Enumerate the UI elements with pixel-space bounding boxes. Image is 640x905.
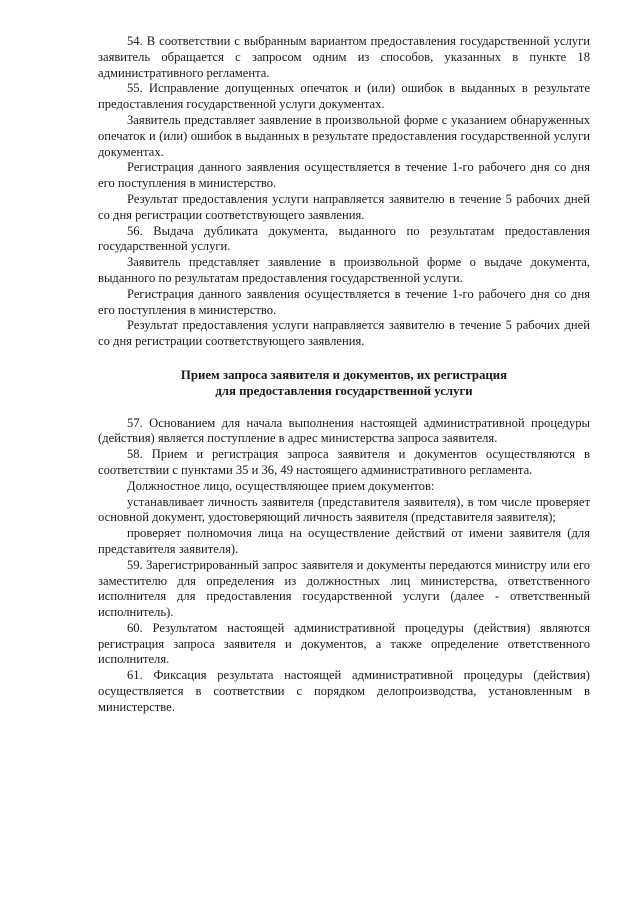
paragraph-58: 58. Прием и регистрация запроса заявителя и документов осуществляются в соответствии с пунктами 35 и 36, 49 настоящего административного регламента. (98, 447, 590, 477)
paragraph-55-application: Заявитель представляет заявление в произвольной форме с указанием обнаруженных опечаток и (или) ошибок в выданных в результате предоставления государственной услуги документах. (98, 112, 590, 159)
paragraph-56-application: Заявитель представляет заявление в произвольной форме о выдаче документа, выданного по результатам предоставления государственной услуги. (98, 255, 590, 285)
paragraph-55: 55. Исправление допущенных опечаток и (или) ошибок в выданных в результате предоставления государственной услуги документах. (98, 81, 590, 112)
paragraph-58-authority: проверяет полномочия лица на осуществление действий от имени заявителя (для представителя заявителя). (98, 526, 590, 556)
paragraph-61: 61. Фиксация результата настоящей административной процедуры (действия) осуществляется в соответствии с порядком делопроизводства, установленным в министерстве. (98, 668, 590, 714)
paragraph-58-identity: устанавливает личность заявителя (представителя заявителя), в том числе проверяет основной документ, удостоверяющий личность заявителя (представителя заявителя); (98, 494, 590, 525)
paragraph-60: 60. Результатом настоящей административной процедуры (действия) являются регистрация запроса заявителя и документов, а также определение ответственного исполнителя. (98, 620, 590, 667)
paragraph-56: 56. Выдача дубликата документа, выданного по результатам предоставления государственной услуги. (98, 223, 590, 254)
paragraph-57: 57. Основанием для начала выполнения настоящей административной процедуры (действия) является поступление в адрес министерства запроса заявителя. (98, 415, 590, 446)
paragraph-59: 59. Зарегистрированный запрос заявителя и документы передаются министру или его заместителю для определения из должностных лиц министерства, ответственного исполнителя для предоставления государственной услуги (далее - ответственный исполнитель). (98, 557, 590, 620)
paragraph-58-official: Должностное лицо, осуществляющее прием документов: (127, 478, 435, 493)
paragraph-54: 54. В соответствии с выбранным вариантом предоставления государственной услуги заявитель обращается с запросом одним из способов, указанных в пункте 18 административного регламента. (98, 34, 590, 80)
document-page (98, 34, 590, 716)
section-heading (98, 368, 590, 400)
paragraph-56-registration: Регистрация данного заявления осуществляется в течение 1-го рабочего дня со дня его поступления в министерство. (98, 286, 590, 317)
paragraph-56-result: Результат предоставления услуги направляется заявителю в течение 5 рабочих дней со дня регистрации соответствующего заявления. (98, 318, 590, 349)
section-heading-line-1: Прием запроса заявителя и документов, их регистрация (180, 367, 508, 382)
section-heading-line-2: для предоставления государственной услуги (215, 383, 473, 398)
paragraph-55-registration: Регистрация данного заявления осуществляется в течение 1-го рабочего дня со дня его поступления в министерство. (98, 160, 590, 191)
paragraph-55-result: Результат предоставления услуги направляется заявителю в течение 5 рабочих дней со дня регистрации соответствующего заявления. (98, 191, 590, 222)
